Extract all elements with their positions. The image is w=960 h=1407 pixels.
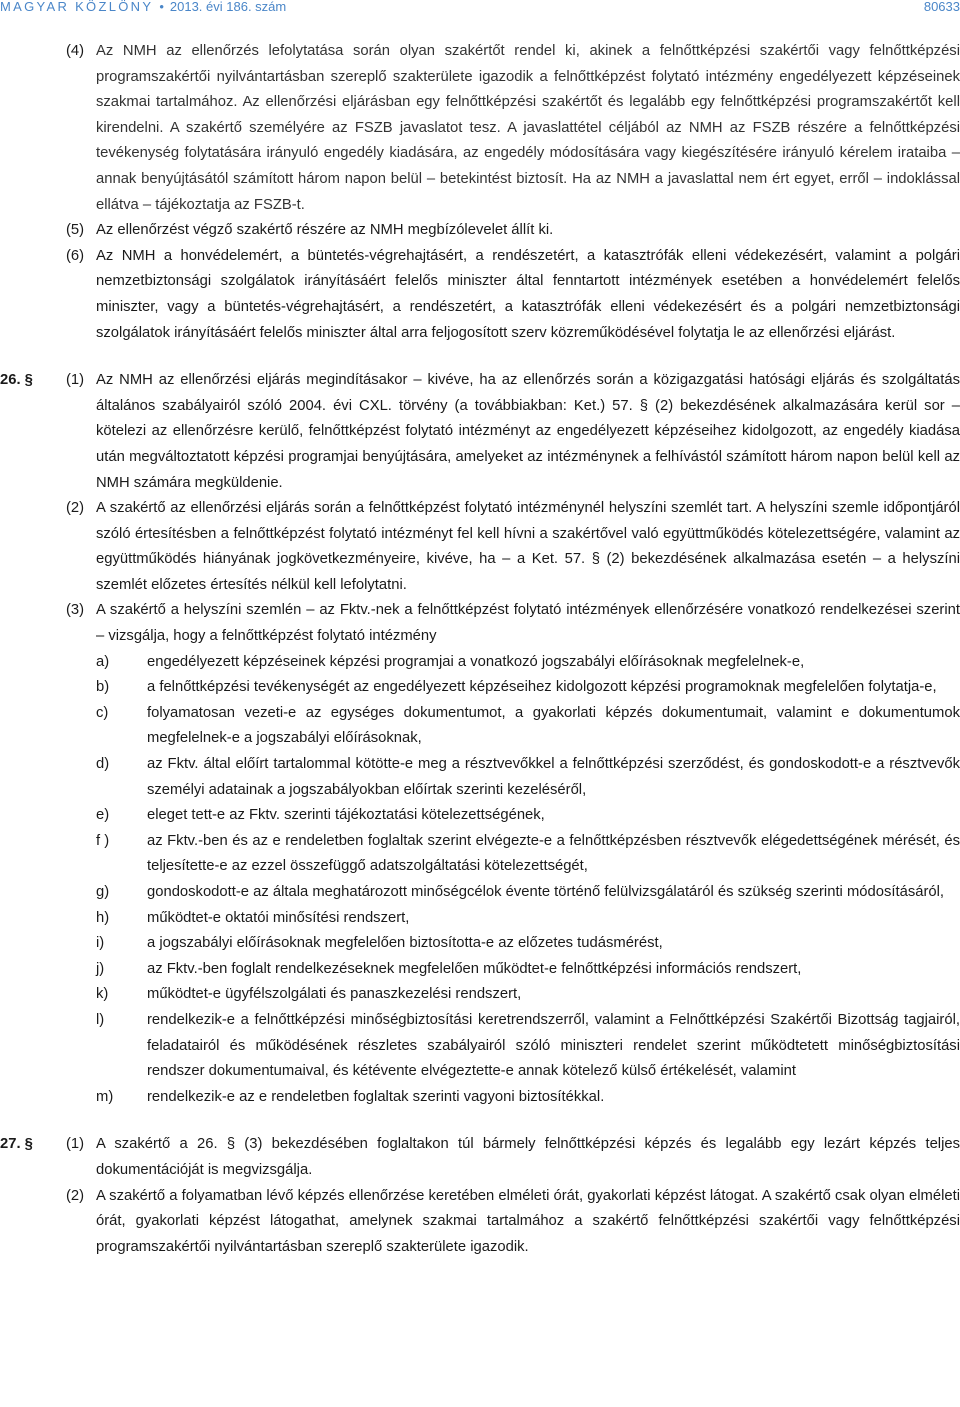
item-letter: a) [96, 653, 110, 670]
item-letter: m) [96, 1088, 114, 1105]
paragraph-text: A szakértő a helyszíni szemlén – az Fktv.-nek a felnőttképzést folytató intézmények ellenőrzésére vonatkozó rendelkezései szerint – vizsgálja, hogy a felnőttképzést folytató intézmény [96, 602, 960, 645]
paragraph-27-2 [0, 1184, 960, 1261]
item-text: az Fktv.-ben és az e rendeletben foglaltak szerint elvégezte-e a felnőttképzésben résztvevők elégedettségének mérését, és teljesítette-e az ezzel összefüggő adatszolgáltatási kötelezettségét, [147, 832, 960, 875]
header-publication-line [0, 0, 286, 14]
paragraph-number: (2) [66, 500, 85, 517]
document-body [0, 39, 960, 1260]
list-item-b [0, 675, 960, 701]
item-text: a jogszabályi előírásoknak megfelelően biztosította-e az előzetes tudásmérést, [147, 935, 663, 952]
paragraph-text: Az NMH a honvédelemért, a büntetés-végrehajtásért, a rendészetért, a katasztrófák elleni védekezésért, valamint a polgári nemzetbiztonsági szolgálatok irányításáért felelős miniszter által fenntartott intézmények esetében a honvédelemért felelős miniszter, vagy a büntetés-végrehajtásért, a rendészetért, a katasztrófák elleni védekezésért és a polgári nemzetbiztonsági szolgálatok irányításáért felelős miniszter által arra feljogosított szerv közreműködésével folytatja le az ellenőrzési eljárást. [96, 247, 960, 341]
item-letter: g) [96, 884, 110, 900]
list-item-e [0, 803, 960, 829]
list-item-c [0, 701, 960, 752]
item-letter: j) [96, 960, 105, 977]
item-text: eleget tett-e az Fktv. szerinti tájékoztatási kötelezettségének, [147, 807, 545, 824]
item-text: az Fktv.-ben foglalt rendelkezéseknek megfelelően működtet-e felnőttképzési információs rendszert, [147, 960, 802, 977]
list-item-l [0, 1008, 960, 1085]
paragraph-number: (1) [66, 1136, 85, 1153]
list-item-j [0, 957, 960, 983]
list-item-i [0, 931, 960, 957]
paragraph-25-6 [0, 244, 960, 346]
item-letter: d) [96, 756, 110, 773]
list-item-f [0, 829, 960, 880]
item-letter: k) [96, 986, 109, 1003]
header-bullet: • [159, 0, 164, 14]
paragraph-26-2 [0, 496, 960, 598]
paragraph-26-1 [0, 368, 960, 496]
page-header [0, 0, 960, 16]
list-item-h [0, 906, 960, 932]
item-text: engedélyezett képzéseinek képzési programjai a vonatkozó jogszabályi előírásoknak megfelelnek-e, [147, 653, 805, 670]
item-letter: l) [96, 1011, 105, 1028]
paragraph-25-5 [0, 218, 960, 244]
section-gap [0, 346, 960, 368]
list-item-m [0, 1085, 960, 1111]
paragraph-26-3 [0, 598, 960, 649]
publication-title: MAGYAR KÖZLÖNY [0, 0, 154, 14]
item-text: működtet-e oktatói minősítési rendszert, [147, 909, 410, 926]
item-letter: b) [96, 679, 110, 696]
paragraph-text: A szakértő az ellenőrzési eljárás során a felnőttképzést folytató intézménynél helyszíni szemlét tart. A helyszíni szemle időpontjáról szóló értesítésben a felnőttképzést folytató intézményt fel kell hívni a szakértővel való együttműködés kötelezettségére, valamint az együttműködés hiányának jogkövetkezményeire, kivéve, ha – a Ket. 57. § (2) bekezdésének alkalmazása esetén – a helyszíni szemlét előzetes értesítés nélkül kell lefolytatni. [96, 500, 960, 593]
paragraph-text: A szakértő a folyamatban lévő képzés ellenőrzése keretében elméleti órát, gyakorlati képzést látogat. A szakértő csak olyan elméleti órát, gyakorlati képzést látogathat, amelynek szakmai tartalmához a szakértő felnőttképzési szakértői vagy felnőttképzési programszakértői nyilvántartásban szereplő szakterülete igazodik. [96, 1187, 960, 1255]
item-text: a felnőttképzési tevékenységét az engedélyezett képzéseihez kidolgozott képzési programoknak megfelelően folytatja-e, [147, 679, 937, 696]
list-item-k [0, 982, 960, 1008]
section-gap [0, 1110, 960, 1132]
item-text: rendelkezik-e a felnőttképzési minőségbiztosítási keretrendszerről, valamint a Felnőttképzési Szakértői Bizottság tagjairól, feladatairól és működésének részletes szabályairól szóló miniszteri rendelet szerint működtetett minőségbiztosítási rendszer dokumentumaival, és kétévente elvégeztette-e annak kötelező külső értékelését, valamint [147, 1011, 960, 1080]
paragraph-25-4 [0, 39, 960, 218]
section-label-26: 26. § [0, 372, 33, 389]
item-letter: e) [96, 807, 110, 824]
item-text: rendelkezik-e az e rendeletben foglaltak szerinti vagyoni biztosítékkal. [147, 1088, 605, 1105]
paragraph-text: Az NMH az ellenőrzés lefolytatása során olyan szakértőt rendel ki, akinek a felnőttképzési szakértői vagy felnőttképzési programszakértői nyilvántartásban szereplő szakterülete igazodik a felnőttképzést folytató intézmény engedélyezett képzéseinek szakmai tartalmához. Az ellenőrzési eljárásban egy felnőttképzési szakértőt és legalább egy felnőttképzési programszakértőt kell kirendelni. A szakértő személyére az FSZB javaslatot tesz. A javaslattétel céljából az NMH az FSZB részére a felnőttképzési tevékenység folytatására irányuló engedély kiadására, az engedély módosítására vagy kiegészítésére irányuló kérelem irataiba – annak benyújtásától számított három napon belül – betekintést biztosít. Ha az NMH a javaslattal nem ért egyet, erről – indoklással ellátva – tájékoztatja az FSZB-t. [96, 43, 960, 213]
paragraph-number: (4) [66, 43, 85, 59]
paragraph-number: (1) [66, 372, 85, 389]
issue-label: 2013. évi 186. szám [169, 0, 287, 14]
item-letter: f ) [96, 832, 110, 849]
list-item-g [0, 880, 960, 906]
list-item-d [0, 752, 960, 803]
item-text: működtet-e ügyfélszolgálati és panaszkezelési rendszert, [147, 986, 522, 1003]
item-letter: i) [96, 935, 105, 952]
paragraph-number: (3) [66, 602, 85, 619]
paragraph-27-1 [0, 1132, 960, 1183]
page-number: 80633 [923, 0, 960, 14]
paragraph-text: Az NMH az ellenőrzési eljárás megindításakor – kivéve, ha az ellenőrzés során a közigazgatási hatósági eljárás és szolgáltatás általános szabályairól szóló 2004. évi CXL. törvény (a továbbiakban: Ket.) 57. § (2) bekezdésének alkalmazására kerül sor – kötelezi az ellenőrzésre kerülő, felnőttképzést folytató intézményt az engedélyezett képzéseihez kidolgozott, az engedély kiadása után megváltoztatott képzési programjai benyújtására, amelyeket az intézménynek a felhívástól számított három napon belül kell az NMH számára megküldenie. [96, 372, 960, 491]
paragraph-number: (2) [66, 1187, 85, 1204]
item-text: az Fktv. által előírt tartalommal kötötte-e meg a résztvevőkkel a felnőttképzési szerződést, és gondoskodott-e a résztvevők személyi adatainak a jogszabályokban előírtak szerinti kezeléséről, [147, 756, 960, 798]
item-text: folyamatosan vezeti-e az egységes dokumentumot, a gyakorlati képzés dokumentumait, valamint e dokumentumok megfelelnek-e a jogszabályi előírásoknak, [147, 704, 960, 747]
item-text: gondoskodott-e az általa meghatározott minőségcélok évente történő felülvizsgálatáról és szükség szerinti módosításáról, [147, 884, 945, 900]
paragraph-number: (5) [66, 222, 85, 239]
list-item-a [0, 650, 960, 676]
item-letter: h) [96, 909, 110, 926]
item-letter: c) [96, 704, 109, 721]
section-label-27: 27. § [0, 1136, 33, 1153]
paragraph-text: Az ellenőrzést végző szakértő részére az NMH megbízólevelet állít ki. [96, 222, 554, 239]
paragraph-text: A szakértő a 26. § (3) bekezdésében foglaltakon túl bármely felnőttképzési képzés és legalább egy lezárt képzés teljes dokumentációját is megvizsgálja. [96, 1136, 960, 1178]
paragraph-number: (6) [66, 247, 85, 264]
